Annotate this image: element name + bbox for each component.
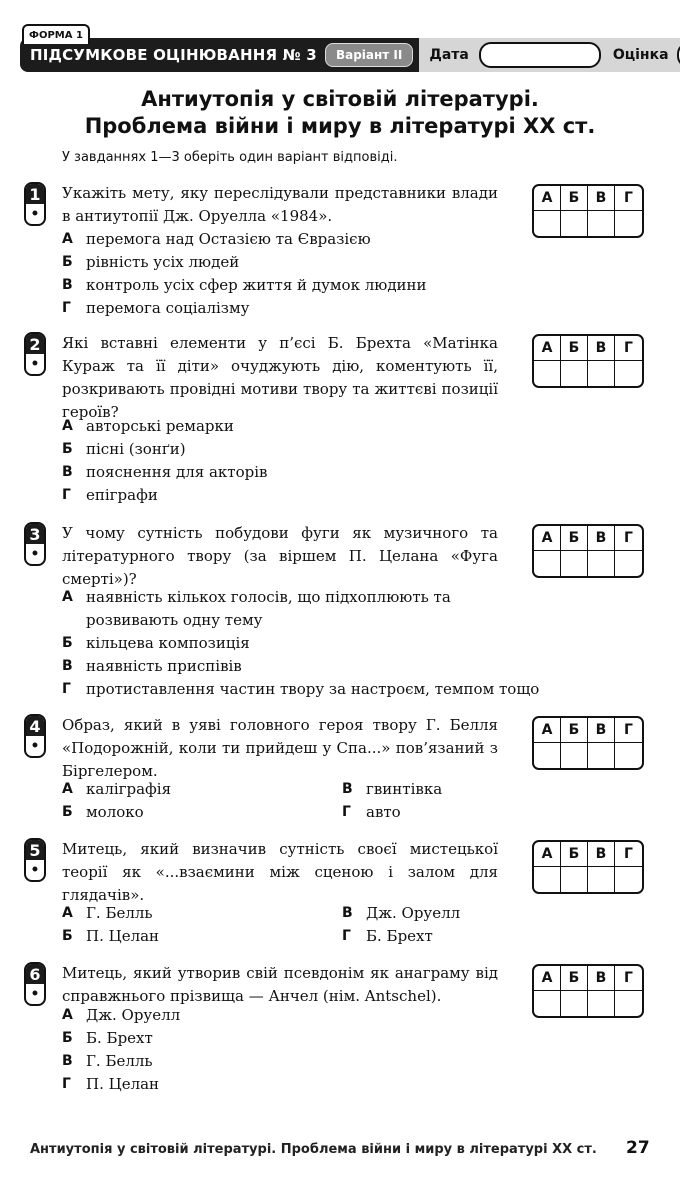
answer-grid bbox=[532, 964, 644, 1018]
question-text: Образ, який в уяві головного героя твору Г. Белля «Подорожній, коли ти прийдеш у Спа...» пов’язаний з Біргелером. bbox=[62, 716, 498, 780]
score-dot-icon: • bbox=[30, 546, 40, 562]
option-letter: Б bbox=[62, 928, 73, 944]
option-g bbox=[62, 678, 622, 701]
options-list bbox=[62, 1004, 180, 1096]
option-text: кільцева композиція bbox=[86, 634, 250, 652]
answer-header-a: А bbox=[534, 526, 561, 551]
date-grade-panel bbox=[419, 38, 680, 72]
answer-cell-g[interactable] bbox=[615, 361, 642, 386]
option-a bbox=[62, 902, 342, 925]
option-text: наявність приспівів bbox=[86, 657, 242, 675]
question-text: Митець, який визначив сутність своєї мистецької теорії як «...взаємини між сценою і залом для глядачів». bbox=[62, 840, 498, 904]
question-number-badge bbox=[24, 332, 46, 376]
grade-label: Оцінка bbox=[612, 47, 669, 63]
answer-cell-v[interactable] bbox=[588, 361, 615, 386]
answer-header-v: В bbox=[588, 842, 615, 867]
option-letter: В bbox=[62, 1053, 73, 1069]
option-g bbox=[62, 297, 427, 320]
assessment-title: ПІДСУМКОВЕ ОЦІНЮВАННЯ № 3 bbox=[30, 46, 317, 64]
option-text: П. Целан bbox=[86, 927, 160, 945]
option-text: каліграфія bbox=[86, 780, 172, 798]
date-field[interactable] bbox=[479, 42, 601, 68]
answer-cell-b[interactable] bbox=[561, 551, 588, 576]
option-text: авто bbox=[366, 803, 401, 821]
option-v bbox=[62, 1050, 180, 1073]
option-letter: А bbox=[62, 905, 73, 921]
option-text: П. Целан bbox=[86, 1075, 160, 1093]
option-text: Б. Брехт bbox=[86, 1029, 153, 1047]
answer-cell-a[interactable] bbox=[534, 867, 561, 892]
option-letter: Б bbox=[62, 441, 73, 457]
option-g bbox=[342, 801, 622, 824]
option-text: наявність кількох голосів, що підхоплюють та розвивають одну тему bbox=[86, 588, 451, 629]
answer-cell-g[interactable] bbox=[615, 551, 642, 576]
option-b bbox=[62, 632, 622, 655]
option-a bbox=[62, 228, 427, 251]
option-text: рівність усіх людей bbox=[86, 253, 240, 271]
answer-cell-b[interactable] bbox=[561, 991, 588, 1016]
page-footer: Антиутопія у світовій літературі. Проблема війни і миру в літературі ХХ ст. bbox=[30, 1142, 597, 1157]
option-v bbox=[62, 461, 267, 484]
options-list bbox=[62, 902, 622, 948]
option-text: молоко bbox=[86, 803, 144, 821]
answer-cell-b[interactable] bbox=[561, 211, 588, 236]
options-list bbox=[62, 228, 427, 320]
form-label: ФОРМА 1 bbox=[22, 24, 90, 44]
answer-cell-v[interactable] bbox=[588, 211, 615, 236]
options-list bbox=[62, 778, 622, 824]
option-b bbox=[62, 251, 427, 274]
option-letter: А bbox=[62, 781, 73, 797]
score-dot-icon: • bbox=[30, 738, 40, 754]
answer-header-g: Г bbox=[615, 718, 642, 743]
answer-grid bbox=[532, 716, 644, 770]
option-letter: В bbox=[62, 277, 73, 293]
answer-header-g: Г bbox=[615, 526, 642, 551]
option-letter: Б bbox=[62, 254, 73, 270]
option-b bbox=[62, 925, 342, 948]
answer-cell-a[interactable] bbox=[534, 743, 561, 768]
question-number: 4 bbox=[26, 716, 44, 736]
answer-header-b: Б bbox=[561, 336, 588, 361]
option-text: перемога соціалізму bbox=[86, 299, 250, 317]
question-text: Укажіть мету, яку переслідували представники влади в антиутопії Дж. Оруелла «1984». bbox=[62, 184, 498, 225]
answer-cell-v[interactable] bbox=[588, 551, 615, 576]
answer-header-v: В bbox=[588, 526, 615, 551]
answer-cell-g[interactable] bbox=[615, 743, 642, 768]
option-text: авторські ремарки bbox=[86, 417, 234, 435]
option-letter: Г bbox=[62, 300, 71, 316]
option-letter: А bbox=[62, 418, 73, 434]
option-v bbox=[342, 778, 622, 801]
option-v bbox=[62, 655, 622, 678]
answer-header-g: Г bbox=[615, 186, 642, 211]
answer-cell-a[interactable] bbox=[534, 211, 561, 236]
question-number-badge bbox=[24, 962, 46, 1006]
option-text: пояснення для акторів bbox=[86, 463, 268, 481]
option-letter: В bbox=[62, 658, 73, 674]
score-dot-icon: • bbox=[30, 862, 40, 878]
options-list bbox=[62, 415, 267, 507]
answer-cell-g[interactable] bbox=[615, 991, 642, 1016]
answer-header-v: В bbox=[588, 718, 615, 743]
answer-header-g: Г bbox=[615, 336, 642, 361]
option-a bbox=[62, 778, 342, 801]
option-letter: Г bbox=[342, 804, 351, 820]
answer-cell-v[interactable] bbox=[588, 991, 615, 1016]
answer-header-a: А bbox=[534, 842, 561, 867]
option-text: Г. Белль bbox=[86, 904, 153, 922]
answer-header-a: А bbox=[534, 336, 561, 361]
score-dot-icon: • bbox=[30, 986, 40, 1002]
title-line-1: Антиутопія у світовій літературі. bbox=[141, 87, 539, 111]
option-text: контроль усіх сфер життя й думок людини bbox=[86, 276, 427, 294]
option-letter: Б bbox=[62, 1030, 73, 1046]
question-text: У чому сутність побудови фуги як музичного та літературного твору (за віршем П. Целана «Фуга смерті»)? bbox=[62, 524, 498, 588]
option-text: гвинтівка bbox=[366, 780, 443, 798]
answer-header-b: Б bbox=[561, 966, 588, 991]
score-dot-icon: • bbox=[30, 206, 40, 222]
option-a bbox=[62, 1004, 180, 1027]
answer-grid bbox=[532, 334, 644, 388]
question-number: 1 bbox=[26, 184, 44, 204]
option-v bbox=[342, 902, 622, 925]
option-letter: В bbox=[342, 781, 353, 797]
option-g bbox=[62, 1073, 180, 1096]
answer-cell-b[interactable] bbox=[561, 743, 588, 768]
answer-header-g: Г bbox=[615, 842, 642, 867]
option-letter: А bbox=[62, 589, 73, 605]
option-g bbox=[342, 925, 622, 948]
answer-header-a: А bbox=[534, 718, 561, 743]
answer-grid bbox=[532, 524, 644, 578]
options-list bbox=[62, 586, 622, 701]
option-text: Г. Белль bbox=[86, 1052, 153, 1070]
option-letter: Г bbox=[62, 487, 71, 503]
answer-cell-g[interactable] bbox=[615, 867, 642, 892]
option-text: Б. Брехт bbox=[366, 927, 433, 945]
answer-header-b: Б bbox=[561, 718, 588, 743]
option-letter: В bbox=[342, 905, 353, 921]
date-label: Дата bbox=[429, 47, 469, 63]
answer-grid bbox=[532, 184, 644, 238]
answer-cell-g[interactable] bbox=[615, 211, 642, 236]
option-text: епіграфи bbox=[86, 486, 158, 504]
answer-cell-a[interactable] bbox=[534, 991, 561, 1016]
option-text: протиставлення частин твору за настроєм, темпом тощо bbox=[86, 680, 540, 698]
answer-cell-a[interactable] bbox=[534, 361, 561, 386]
option-b bbox=[62, 1027, 180, 1050]
option-v bbox=[62, 274, 427, 297]
question-number: 2 bbox=[26, 334, 44, 354]
option-letter: А bbox=[62, 231, 73, 247]
answer-cell-v[interactable] bbox=[588, 867, 615, 892]
answer-header-b: Б bbox=[561, 842, 588, 867]
answer-cell-b[interactable] bbox=[561, 867, 588, 892]
option-b bbox=[62, 438, 267, 461]
option-text: Дж. Оруелл bbox=[86, 1006, 181, 1024]
answer-header-a: А bbox=[534, 186, 561, 211]
answer-grid bbox=[532, 840, 644, 894]
option-b bbox=[62, 801, 342, 824]
answer-header-a: А bbox=[534, 966, 561, 991]
answer-header-v: В bbox=[588, 966, 615, 991]
question-number-badge bbox=[24, 714, 46, 758]
grade-field[interactable] bbox=[677, 42, 680, 68]
question-number-badge bbox=[24, 182, 46, 226]
answer-cell-b[interactable] bbox=[561, 361, 588, 386]
option-letter: А bbox=[62, 1007, 73, 1023]
page-number: 27 bbox=[626, 1138, 650, 1158]
instruction: У завданнях 1—3 оберіть один варіант відповіді. bbox=[62, 150, 398, 165]
variant-badge: Варіант ІІ bbox=[325, 43, 413, 67]
option-text: Дж. Оруелл bbox=[366, 904, 461, 922]
option-text: пісні (зонґи) bbox=[86, 440, 186, 458]
option-letter: Г bbox=[62, 681, 71, 697]
answer-header-v: В bbox=[588, 186, 615, 211]
question-text: Митець, який утворив свій псевдонім як анаграму від справжнього прізвища — Анчел (нім. Antschel). bbox=[62, 964, 498, 1005]
answer-header-v: В bbox=[588, 336, 615, 361]
title-line-2: Проблема війни і миру в літературі ХХ ст. bbox=[84, 114, 596, 138]
score-dot-icon: • bbox=[30, 356, 40, 372]
answer-header-b: Б bbox=[561, 526, 588, 551]
option-letter: Б bbox=[62, 804, 73, 820]
question-number: 6 bbox=[26, 964, 44, 984]
answer-header-g: Г bbox=[615, 966, 642, 991]
option-g bbox=[62, 484, 267, 507]
option-a bbox=[62, 415, 267, 438]
answer-header-b: Б bbox=[561, 186, 588, 211]
answer-cell-v[interactable] bbox=[588, 743, 615, 768]
question-number-badge bbox=[24, 838, 46, 882]
answer-cell-a[interactable] bbox=[534, 551, 561, 576]
option-text: перемога над Остазією та Євразією bbox=[86, 230, 371, 248]
assessment-header bbox=[20, 38, 669, 72]
option-letter: Г bbox=[62, 1076, 71, 1092]
question-text: Які вставні елементи у п’єсі Б. Брехта «Матінка Кураж та її діти» очуджують дію, коментують її, розкривають провідні мотиви твору та життєві позиції героїв? bbox=[62, 334, 498, 421]
question-number: 3 bbox=[26, 524, 44, 544]
option-letter: Б bbox=[62, 635, 73, 651]
page-title bbox=[0, 86, 680, 140]
question-number-badge bbox=[24, 522, 46, 566]
option-letter: Г bbox=[342, 928, 351, 944]
option-a bbox=[62, 586, 622, 632]
option-letter: В bbox=[62, 464, 73, 480]
question-number: 5 bbox=[26, 840, 44, 860]
